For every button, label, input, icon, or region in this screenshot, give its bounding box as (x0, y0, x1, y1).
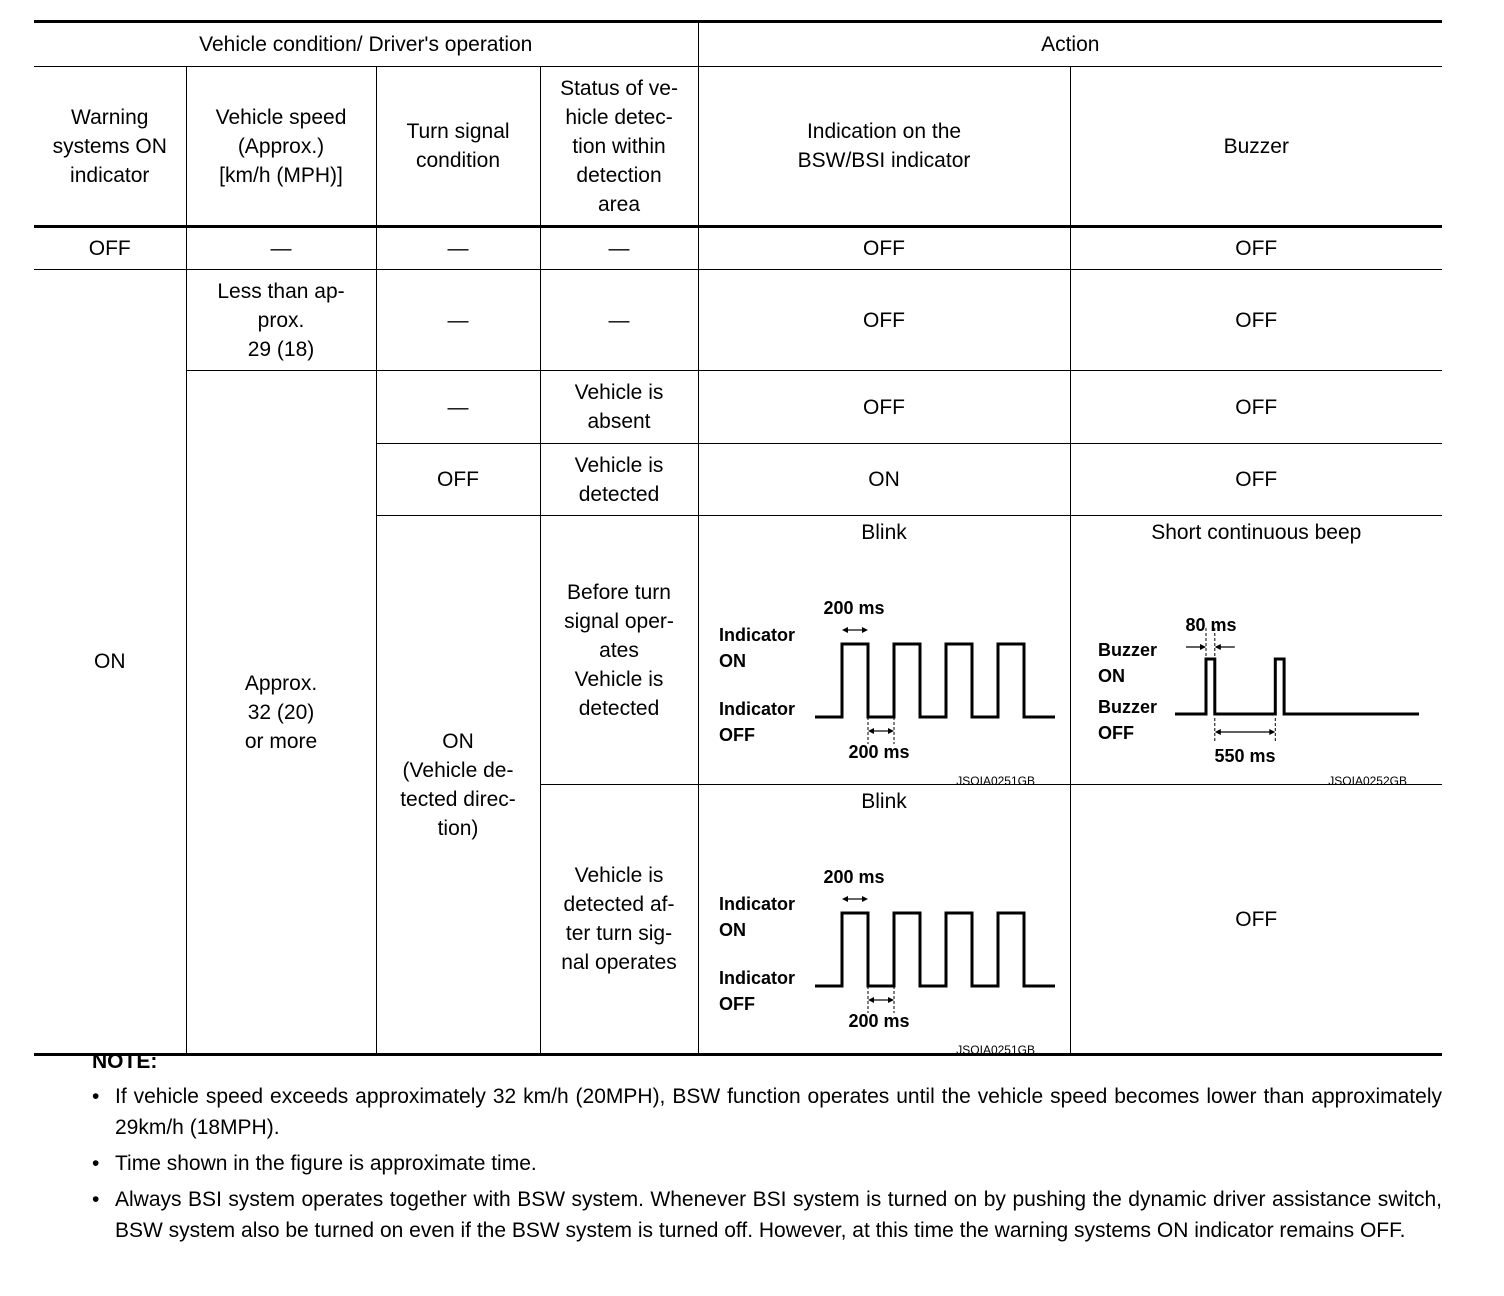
figure-code: JSOIA0251GB (955, 774, 1035, 788)
turn-cell: — (376, 270, 540, 371)
status-cell: — (540, 270, 698, 371)
turn-on-cell: ON (Vehicle de- tected direc- tion) (376, 516, 540, 1055)
status-cell: — (540, 227, 698, 270)
notes-heading: NOTE: (92, 1050, 158, 1073)
arrowhead (862, 627, 868, 633)
blink-timing-diagram (699, 815, 1071, 1057)
blink-indication-cell (698, 516, 1070, 788)
diagram-label: ON (718, 651, 746, 671)
blink-indication-cell (698, 785, 1070, 1055)
beep-title: Short continuous beep (1151, 521, 1362, 544)
buzzer-cell: OFF (1070, 270, 1442, 371)
buzzer-cell: OFF (1070, 371, 1442, 444)
arrowhead (842, 627, 848, 633)
indication-cell: ON (698, 444, 1070, 516)
arrowhead (862, 896, 868, 902)
warning-indicator-header: Warning systems ON indicator (34, 67, 186, 227)
bullet: • (92, 1085, 100, 1108)
buzzer-cell: OFF (1070, 785, 1442, 1055)
note-text: Always BSI system operates together with BSW system. Whenever BSI system is turned on by pushing the dynamic driver assistance switch, BSW system also be turned on even if the BSW system is turned off. However, at this time the warning systems ON indicator remains OFF. (115, 1188, 1442, 1242)
table-row (34, 227, 1442, 270)
arrowhead (868, 997, 874, 1003)
note-item (92, 1081, 1442, 1143)
arrowhead (842, 896, 848, 902)
diagram-label: Indicator (718, 894, 795, 914)
buzzer-header: Buzzer (1070, 67, 1442, 227)
buzzer-cell: OFF (1070, 444, 1442, 516)
diagram-label: Buzzer (1097, 697, 1157, 717)
diagram-label: ON (718, 920, 746, 940)
blink-waveform (815, 644, 1055, 717)
note-item (92, 1148, 1442, 1179)
arrowhead (1214, 644, 1220, 650)
figure-code: JSOIA0252GB (1327, 774, 1407, 788)
blink-title: Blink (861, 790, 907, 813)
arrowhead (888, 997, 894, 1003)
on-time-label: 80 ms (1184, 615, 1237, 635)
arrowhead (1214, 729, 1220, 735)
diagram-label: OFF (1097, 723, 1134, 743)
diagram-label: OFF (718, 725, 755, 745)
on-time-label: 200 ms (822, 867, 885, 887)
arrowhead (1269, 729, 1275, 735)
figure-code: JSOIA0251GB (955, 1043, 1035, 1057)
beep-buzzer-cell (1070, 516, 1442, 788)
vehicle-speed-header: Vehicle speed (Approx.) [km/h (MPH)] (186, 67, 376, 227)
status-cell: Vehicle is detected (540, 444, 698, 516)
note-item (92, 1184, 1442, 1246)
turn-cell: — (376, 371, 540, 444)
note-text: If vehicle speed exceeds approximately 32 km/h (20MPH), BSW function operates until the vehicle speed becomes lower than approximately 29km/h (18MPH). (115, 1085, 1442, 1139)
blink-title: Blink (861, 521, 907, 544)
bsw-operation-table (34, 20, 1442, 1056)
beep-timing-diagram (1071, 546, 1443, 788)
detection-status-header: Status of ve- hicle detec- tion within detection area (540, 67, 698, 227)
table-row (34, 371, 1442, 444)
warning-on-cell: ON (34, 270, 186, 1055)
diagram-label: Indicator (718, 968, 795, 988)
arrowhead (1200, 644, 1206, 650)
diagram-label: ON (1097, 666, 1125, 686)
diagram-label: Indicator (718, 699, 795, 719)
off-time-label: 550 ms (1214, 746, 1276, 766)
speed-high-cell: Approx. 32 (20) or more (186, 371, 376, 1055)
on-time-label: 200 ms (822, 598, 885, 618)
diagram-label: Indicator (718, 625, 795, 645)
speed-low-cell: Less than ap- prox. 29 (18) (186, 270, 376, 371)
arrowhead (868, 728, 874, 734)
arrowhead (888, 728, 894, 734)
table-row (34, 270, 1442, 371)
notes-section (92, 1046, 1442, 1251)
warning-off-cell: OFF (34, 227, 186, 270)
note-text: Time shown in the figure is approximate time. (115, 1152, 537, 1175)
indication-cell: OFF (698, 227, 1070, 270)
beep-waveform (1175, 659, 1419, 714)
bullet: • (92, 1152, 100, 1175)
turn-cell: OFF (376, 444, 540, 516)
action-header: Action (698, 22, 1442, 67)
indication-header: Indication on the BSW/BSI indicator (698, 67, 1070, 227)
buzzer-cell: OFF (1070, 227, 1442, 270)
bullet: • (92, 1188, 100, 1211)
turn-signal-header: Turn signal condition (376, 67, 540, 227)
speed-cell: — (186, 227, 376, 270)
diagram-label: Buzzer (1097, 640, 1157, 660)
indication-cell: OFF (698, 270, 1070, 371)
indication-cell: OFF (698, 371, 1070, 444)
blink-waveform (815, 913, 1055, 986)
status-cell: Vehicle is absent (540, 371, 698, 444)
blink-timing-diagram (699, 546, 1071, 788)
status-cell: Before turn signal oper- ates Vehicle is detected (540, 516, 698, 785)
off-time-label: 200 ms (847, 742, 910, 762)
diagram-label: OFF (718, 994, 755, 1014)
status-cell: Vehicle is detected af- ter turn sig- nal operates (540, 785, 698, 1055)
turn-cell: — (376, 227, 540, 270)
off-time-label: 200 ms (847, 1011, 910, 1031)
vehicle-condition-header: Vehicle condition/ Driver's operation (34, 22, 698, 67)
